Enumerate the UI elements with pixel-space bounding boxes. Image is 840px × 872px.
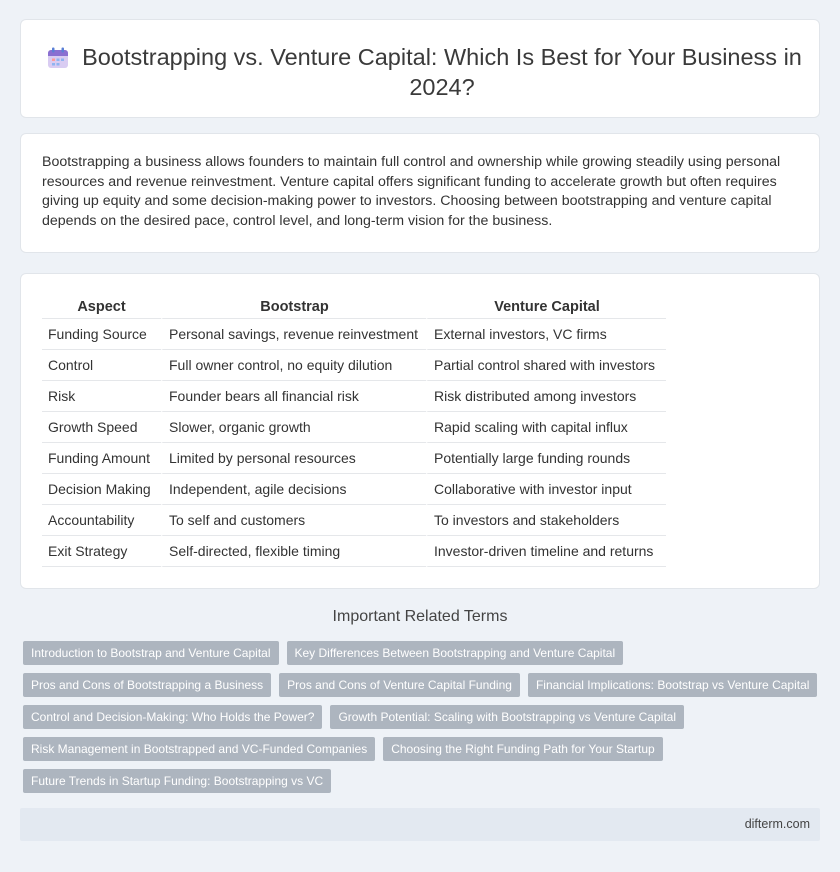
column-header-aspect: Aspect [42,296,161,319]
table-cell-bootstrap: Limited by personal resources [161,443,426,474]
table-cell-aspect: Risk [42,381,161,412]
table-cell-venture-capital: Investor-driven timeline and returns [426,536,666,567]
tag-row [23,737,823,761]
table-cell-aspect: Growth Speed [42,412,161,443]
table-row [42,381,666,412]
table-cell-bootstrap: Self-directed, flexible timing [161,536,426,567]
page-title: Bootstrapping vs. Venture Capital: Which Is Best for Your Business in 2024? [82,44,802,100]
table-cell-aspect: Funding Source [42,319,161,350]
related-term-link[interactable]: Key Differences Between Bootstrapping and Venture Capital [287,641,624,665]
table-cell-venture-capital: Partial control shared with investors [426,350,666,381]
table-row [42,412,666,443]
tag-row [23,769,823,793]
column-header-venture-capital: Venture Capital [426,296,666,319]
related-term-link[interactable]: Growth Potential: Scaling with Bootstrapping vs Venture Capital [330,705,684,729]
related-term-link[interactable]: Choosing the Right Funding Path for Your Startup [383,737,663,761]
related-terms-title: Important Related Terms [332,608,508,625]
table-cell-venture-capital: Collaborative with investor input [426,474,666,505]
table-cell-venture-capital: To investors and stakeholders [426,505,666,536]
table-cell-venture-capital: Rapid scaling with capital influx [426,412,666,443]
column-header-bootstrap: Bootstrap [161,296,426,319]
table-cell-aspect: Control [42,350,161,381]
related-term-link[interactable]: Pros and Cons of Venture Capital Funding [279,673,520,697]
related-term-link[interactable]: Pros and Cons of Bootstrapping a Business [23,673,271,697]
table-row [42,474,666,505]
related-term-link[interactable]: Control and Decision-Making: Who Holds the Power? [23,705,322,729]
tag-row [23,705,823,729]
related-term-link[interactable]: Future Trends in Startup Funding: Bootstrapping vs VC [23,769,331,793]
intro-paragraph: Bootstrapping a business allows founders to maintain full control and ownership while growing steadily using personal resources and revenue reinvestment. Venture capital offers significant funding to accelerate growth but often requires giving up equity and some decision-making power to investors. Choosing between bootstrapping and venture capital depends on the desired pace, control level, and long-term vision for the business. [42,154,781,229]
tag-row [23,673,823,697]
related-term-link[interactable]: Financial Implications: Bootstrap vs Venture Capital [528,673,817,697]
table-cell-venture-capital: Risk distributed among investors [426,381,666,412]
related-term-link[interactable]: Risk Management in Bootstrapped and VC-Funded Companies [23,737,375,761]
comparison-table [42,296,666,567]
table-row [42,319,666,350]
table-cell-aspect: Funding Amount [42,443,161,474]
header-card [20,19,820,118]
footer [20,808,820,841]
comparison-table-card [20,273,820,589]
intro-card [20,133,820,253]
table-row [42,443,666,474]
tag-row [23,641,823,665]
table-cell-aspect: Exit Strategy [42,536,161,567]
table-row [42,505,666,536]
footer-site-link[interactable]: difterm.com [744,817,810,831]
table-cell-aspect: Decision Making [42,474,161,505]
table-cell-aspect: Accountability [42,505,161,536]
table-cell-bootstrap: To self and customers [161,505,426,536]
table-row [42,350,666,381]
related-term-link[interactable]: Introduction to Bootstrap and Venture Capital [23,641,279,665]
table-cell-bootstrap: Independent, agile decisions [161,474,426,505]
table-header-row [42,296,666,319]
table-cell-bootstrap: Full owner control, no equity dilution [161,350,426,381]
table-cell-venture-capital: External investors, VC firms [426,319,666,350]
table-cell-bootstrap: Founder bears all financial risk [161,381,426,412]
table-row [42,536,666,567]
related-terms-list [23,641,823,801]
table-cell-bootstrap: Slower, organic growth [161,412,426,443]
table-cell-venture-capital: Potentially large funding rounds [426,443,666,474]
table-cell-bootstrap: Personal savings, revenue reinvestment [161,319,426,350]
